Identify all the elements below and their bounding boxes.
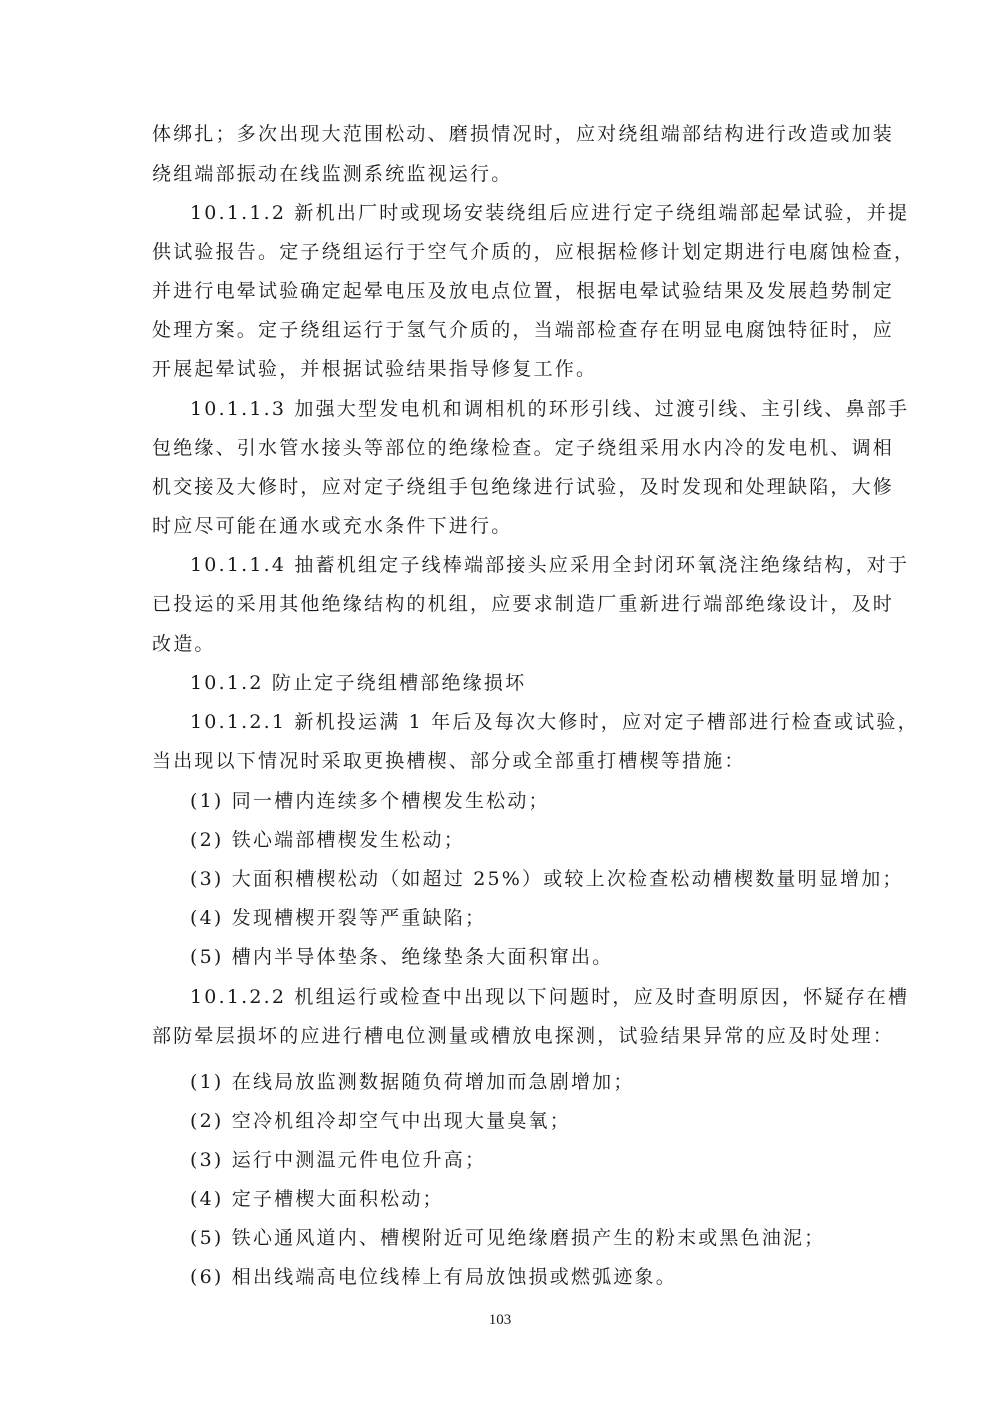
paragraph-line: 已投运的采用其他绝缘结构的机组，应要求制造厂重新进行端部绝缘设计，及时 [152,593,895,615]
paragraph-line: 部防晕层损坏的应进行槽电位测量或槽放电探测，试验结果异常的应及时处理： [152,1025,895,1047]
list-item: (5) 槽内半导体垫条、绝缘垫条大面积窜出。 [190,946,614,968]
clause-10-1-1-3-heading-line: 10.1.1.3 加强大型发电机和调相机的环形引线、过渡引线、主引线、鼻部手 [190,398,910,420]
paragraph-line: 供试验报告。定子绕组运行于空气介质的，应根据检修计划定期进行电腐蚀检查， [152,241,916,263]
paragraph-line: 时应尽可能在通水或充水条件下进行。 [152,515,513,537]
list-item: (3) 大面积槽楔松动（如超过 25%）或较上次检查松动槽楔数量明显增加； [190,868,904,890]
list-item: (4) 定子槽楔大面积松动； [190,1188,444,1210]
list-item: (4) 发现槽楔开裂等严重缺陷； [190,907,487,929]
list-item: (5) 铁心通风道内、槽楔附近可见绝缘磨损产生的粉末或黑色油泥； [190,1227,826,1249]
clause-10-1-2-1-heading-line: 10.1.2.1 新机投运满 1 年后及每次大修时，应对定子槽部进行检查或试验， [190,711,919,733]
list-item: (3) 运行中测温元件电位升高； [190,1149,487,1171]
list-item: (6) 相出线端高电位线棒上有局放蚀损或燃弧迹象。 [190,1266,677,1288]
clause-10-1-1-4-heading-line: 10.1.1.4 抽蓄机组定子线棒端部接头应采用全封闭环氧浇注绝缘结构，对于 [190,554,910,576]
section-10-1-2-heading: 10.1.2 防止定子绕组槽部绝缘损坏 [190,672,527,694]
list-item: (2) 空冷机组冷却空气中出现大量臭氧； [190,1110,571,1132]
page-number: 103 [488,1312,512,1328]
paragraph-line: 改造。 [152,633,216,655]
paragraph-line: 机交接及大修时，应对定子绕组手包绝缘进行试验，及时发现和处理缺陷，大修 [152,476,895,498]
clause-10-1-2-2-heading-line: 10.1.2.2 机组运行或检查中出现以下问题时，应及时查明原因，怀疑存在槽 [190,986,910,1008]
paragraph-line: 当出现以下情况时采取更换槽楔、部分或全部重打槽楔等措施： [152,750,746,772]
paragraph-line: 包绝缘、引水管水接头等部位的绝缘检查。定子绕组采用水内冷的发电机、调相 [152,437,895,459]
paragraph-line: 开展起晕试验，并根据试验结果指导修复工作。 [152,358,598,380]
list-item: (2) 铁心端部槽楔发生松动； [190,829,465,851]
paragraph-line: 并进行电晕试验确定起晕电压及放电点位置，根据电晕试验结果及发展趋势制定 [152,280,895,302]
paragraph-line: 处理方案。定子绕组运行于氢气介质的，当端部检查存在明显电腐蚀特征时，应 [152,319,895,341]
list-item: (1) 同一槽内连续多个槽楔发生松动； [190,790,550,812]
clause-10-1-1-2-heading-line: 10.1.1.2 新机出厂时或现场安装绕组后应进行定子绕组端部起晕试验，并提 [190,202,910,224]
paragraph-line: 体绑扎；多次出现大范围松动、磨损情况时，应对绕组端部结构进行改造或加装 [152,123,895,145]
list-item: (1) 在线局放监测数据随负荷增加而急剧增加； [190,1071,635,1093]
paragraph-line: 绕组端部振动在线监测系统监视运行。 [152,163,513,185]
